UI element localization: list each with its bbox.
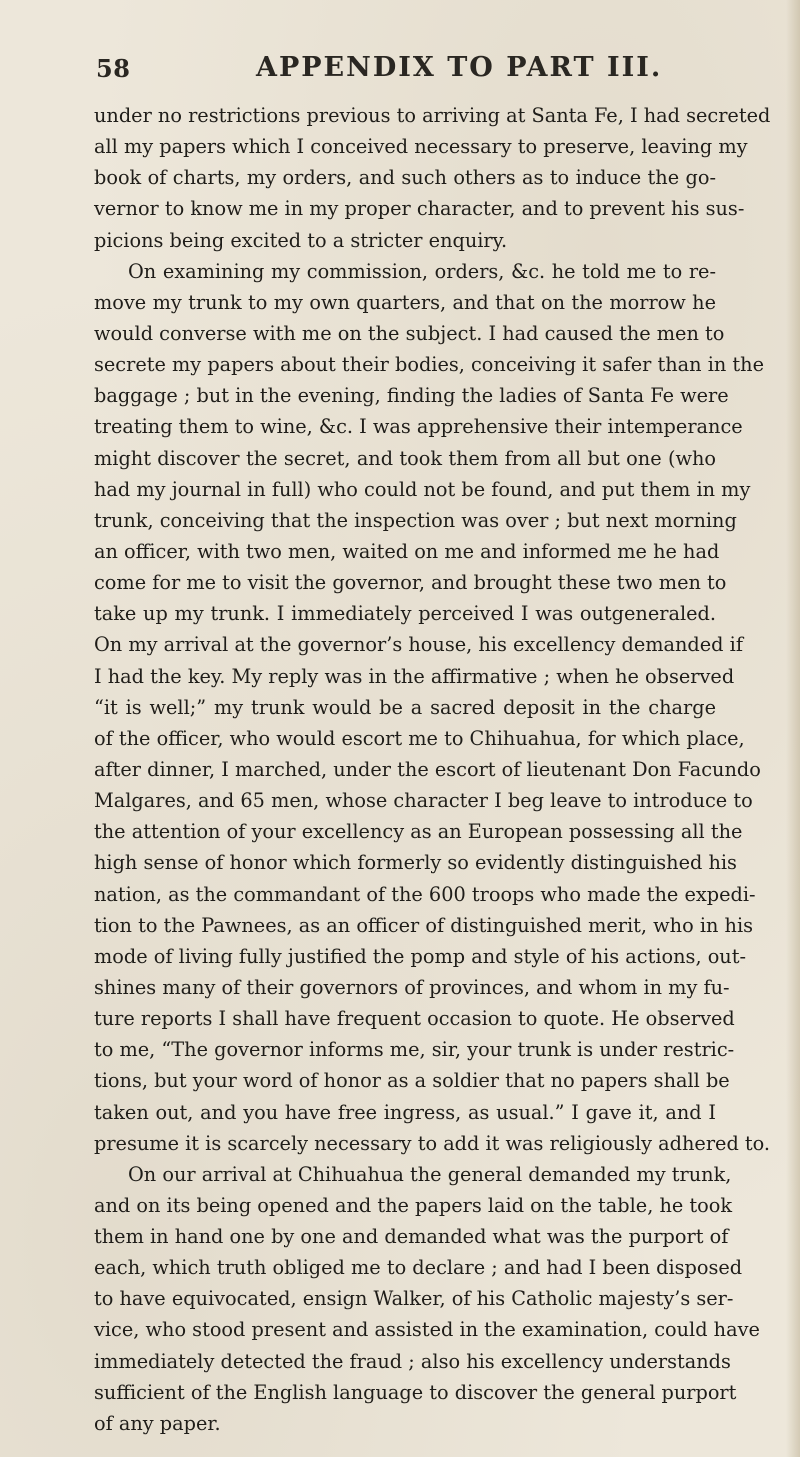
text-line: each, which truth obliged me to declare ; and had I been disposed xyxy=(94,1256,743,1280)
text-line: of any paper. xyxy=(94,1411,221,1435)
text-line: under no restrictions previous to arriving at Santa Fe, I had secreted xyxy=(94,104,771,127)
paragraph-start-line: On our arrival at Chihuahua the general demanded my trunk, xyxy=(128,1162,732,1186)
text-line: might discover the secret, and took them from all but one (who xyxy=(94,446,716,470)
text-line: presume it is scarcely necessary to add it was religiously adhered to. xyxy=(94,1131,771,1155)
text-line: tion to the Pawnees, as an officer of distinguished merit, who in his xyxy=(94,913,754,937)
text-line: sufficient of the English language to discover the general purport xyxy=(94,1380,737,1404)
text-line: nation, as the commandant of the 600 troops who made the expedi- xyxy=(94,882,756,906)
text-line: vice, who stood present and assisted in the examination, could have xyxy=(94,1318,760,1342)
text-line: and on its being opened and the papers laid on the table, he took xyxy=(94,1193,733,1217)
text-line: baggage ; but in the evening, finding the ladies of Santa Fe were xyxy=(94,384,729,408)
text-line: treating them to wine, &c. I was apprehensive their intemperance xyxy=(94,415,743,439)
text-line: mode of living fully justified the pomp and style of his actions, out- xyxy=(94,944,746,968)
text-line: to me, “The governor informs me, sir, your trunk is under restric- xyxy=(94,1038,735,1062)
text-line: move my trunk to my own quarters, and that on the morrow he xyxy=(94,290,716,314)
text-line: tions, but your word of honor as a soldier that no papers shall be xyxy=(94,1069,730,1093)
text-line: shines many of their governors of provinces, and whom in my fu- xyxy=(94,975,730,999)
text-line: book of charts, my orders, and such others as to induce the go- xyxy=(94,166,716,190)
text-line: ture reports I shall have frequent occasion to quote. He observed xyxy=(94,1007,735,1031)
page-number: 58 xyxy=(96,54,131,83)
running-head: APPENDIX TO PART III. xyxy=(256,52,663,83)
page-header xyxy=(96,50,716,90)
text-line: secrete my papers about their bodies, conceiving it safer than in the xyxy=(94,353,764,377)
text-line: the attention of your excellency as an European possessing all the xyxy=(94,820,743,844)
paragraph-start-line: On examining my commission, orders, &c. he told me to re- xyxy=(128,259,716,283)
text-line: an officer, with two men, waited on me and informed me he had xyxy=(94,539,720,563)
text-line: “it is well;” my trunk would be a sacred deposit in the charge xyxy=(94,695,716,719)
text-line: to have equivocated, ensign Walker, of his Catholic majesty’s ser- xyxy=(94,1287,734,1311)
text-line: immediately detected the fraud ; also his excellency understands xyxy=(94,1349,731,1373)
text-line: all my papers which I conceived necessary to preserve, leaving my xyxy=(94,135,748,159)
text-line: take up my trunk. I immediately perceived I was outgeneraled. xyxy=(94,602,716,626)
text-line: of the officer, who would escort me to Chihuahua, for which place, xyxy=(94,726,745,750)
body-text xyxy=(94,100,771,1439)
text-line: I had the key. My reply was in the affirmative ; when he observed xyxy=(94,664,735,688)
text-line: Malgares, and 65 men, whose character I beg leave to introduce to xyxy=(94,789,753,813)
text-line: high sense of honor which formerly so evidently distinguished his xyxy=(94,851,737,875)
text-line: On my arrival at the governor’s house, his excellency demanded if xyxy=(94,633,743,657)
text-line: taken out, and you have free ingress, as usual.” I gave it, and I xyxy=(94,1100,716,1124)
text-line: trunk, conceiving that the inspection was over ; but next morning xyxy=(94,508,737,532)
text-line: picions being excited to a stricter enquiry. xyxy=(94,228,508,252)
text-line: after dinner, I marched, under the escort of lieutenant Don Facundo xyxy=(94,757,761,781)
text-line: had my journal in full) who could not be found, and put them in my xyxy=(94,477,751,501)
text-line: them in hand one by one and demanded what was the purport of xyxy=(94,1225,729,1249)
text-line: vernor to know me in my proper character, and to prevent his sus- xyxy=(94,197,745,221)
text-line: come for me to visit the governor, and brought these two men to xyxy=(94,571,727,595)
page-edge-shadow xyxy=(786,0,800,1457)
text-line: would converse with me on the subject. I had caused the men to xyxy=(94,321,725,345)
